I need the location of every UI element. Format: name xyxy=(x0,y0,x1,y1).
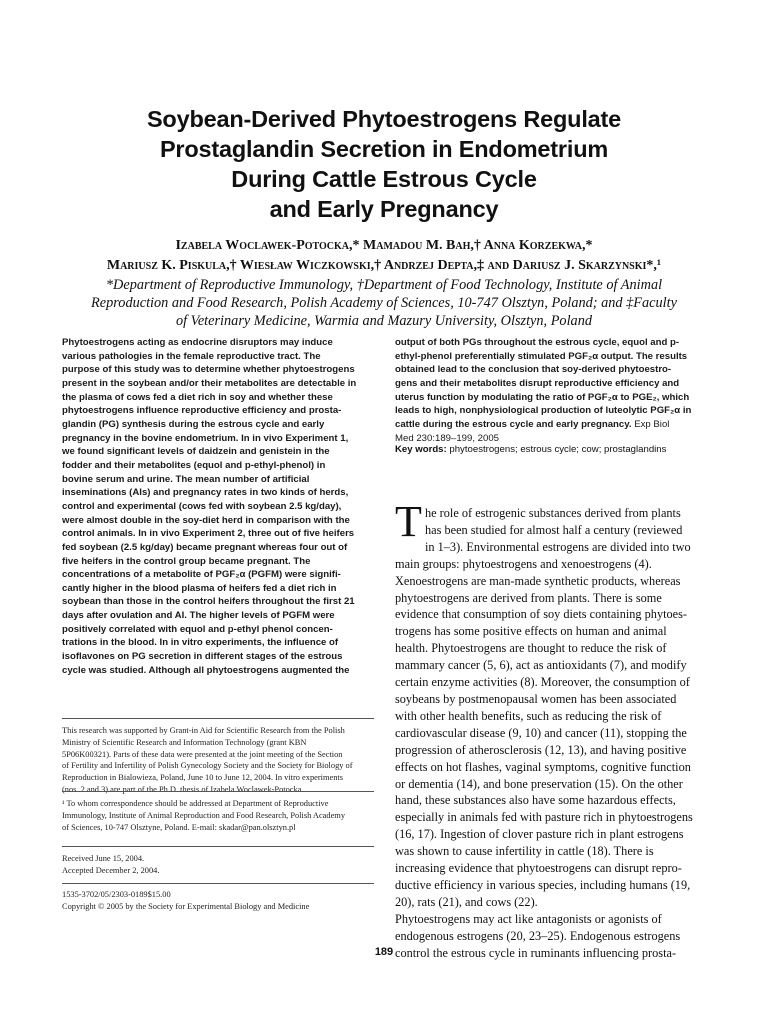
body-line: evidence that consumption of soy diets containing phytoes- xyxy=(395,607,687,622)
abstract-line: the plasma of cows fed a diet rich in soy and whether these xyxy=(62,391,333,403)
body-line: has been studied for almost half a century (reviewed xyxy=(425,522,683,537)
correspondence-footnote xyxy=(62,798,374,833)
body-line: hand, these substances also have some hazardous effects, xyxy=(395,793,676,808)
abstract-line: gens and their metabolites disrupt reproductive efficiency and xyxy=(395,377,680,389)
abstract-line: purpose of this study was to determine whether phytoestrogens xyxy=(62,364,355,376)
article-title xyxy=(60,104,708,224)
footnote-line: Reproduction in Bialowieza, Poland, June 10 to June 12, 2004. In vitro experiments xyxy=(62,773,343,783)
footnote-line: Received June 15, 2004. xyxy=(62,854,145,863)
abstract-line: leads to high, nonphysiological production of luteolytic PGF₂α in xyxy=(395,405,692,417)
body-line: Phytoestrogens may act like antagonists or agonists of xyxy=(395,911,662,926)
abstract-line: cantly higher in the blood plasma of heifers fed a diet rich in xyxy=(62,582,337,594)
body-line: he role of estrogenic substances derived from plants xyxy=(425,506,681,520)
abstract-line: glandin (PG) synthesis during the estrous cycle and early xyxy=(62,418,325,430)
body-line: main groups: phytoestrogens and xenoestrogens (4). xyxy=(395,556,652,571)
title-line: Prostaglandin Secretion in Endometrium xyxy=(159,136,609,162)
body-line: cardiovascular disease (9, 10) and cancer (11), stopping the xyxy=(395,725,687,740)
author-list xyxy=(20,236,748,276)
abstract-left-column xyxy=(62,336,374,677)
abstract-line: Phytoestrogens acting as endocrine disruptors may induce xyxy=(62,337,333,348)
abstract-line: fed soybean (2.5 kg/day) became pregnant whereas four out of xyxy=(62,541,348,553)
keywords-text: phytoestrogens; estrous cycle; cow; prostaglandins xyxy=(446,444,667,455)
abstract-line: cattle during the estrous cycle and early pregnancy. Exp Biol xyxy=(395,418,670,430)
body-line: certain enzyme activities (8). Moreover, the consumption of xyxy=(395,675,690,690)
footnote-line: ¹ To whom correspondence should be addressed at Department of Reproductive xyxy=(62,799,329,808)
abstract-line: various pathologies in the female reproductive tract. The xyxy=(62,350,321,362)
abstract-line: concentrations of a metabolite of PGF₂α (PGFM) were signifi- xyxy=(62,569,341,581)
footnote-line: Ministry of Scientific Research and Information Technology (grant KBN xyxy=(62,737,307,747)
affiliation-line: Reproduction and Food Research, Polish Academy of Sciences, 10-747 Olsztyn, Poland; and ‡Faculty xyxy=(91,295,677,311)
drop-cap: T xyxy=(395,497,422,546)
title-line: During Cattle Estrous Cycle xyxy=(231,166,537,192)
abstract-line: phytoestrogens influence reproductive efficiency and prosta- xyxy=(62,405,342,417)
body-line: 20), rats (21), and cows (22). xyxy=(395,894,538,909)
body-line: trogens has some positive effects on human and animal xyxy=(395,624,667,639)
abstract-line: five heifers in the control group became pregnant. The xyxy=(62,555,311,567)
body-text-column xyxy=(395,505,707,961)
body-line: mammary cancer (5, 6), act as antioxidants (7), and modify xyxy=(395,658,687,673)
footnote-line: of Fertility and Infertility of Polish Gynecology Society and the Society for Biology of xyxy=(62,761,353,771)
copyright-footnote xyxy=(62,889,374,913)
body-line: with other health benefits, such as reducing the risk of xyxy=(395,708,662,723)
dates-footnote xyxy=(62,853,374,877)
journal-citation: Med 230:189–199, 2005 xyxy=(395,432,500,444)
abstract-line: were almost double in the soy-diet herd in comparison with the xyxy=(62,514,350,526)
footnote-line: Copyright © 2005 by the Society for Experimental Biology and Medicine xyxy=(62,901,310,911)
author-line: Mariusz K. Piskula,† Wiesław Wiczkowski,† Andrzej Depta,‡ and Dariusz J. Skarzynski*,¹ xyxy=(106,258,662,273)
journal-citation: Exp Biol xyxy=(631,418,670,430)
affiliation-line: of Veterinary Medicine, Warmia and Mazury University, Olsztyn, Poland xyxy=(175,313,592,329)
footnote-line: 5P06K00321). Parts of these data were presented at the joint meeting of the Section xyxy=(62,749,343,759)
abstract-line: trations in the blood. In in vitro experiments, the influence of xyxy=(62,637,339,649)
page-number: 189 xyxy=(374,946,394,958)
footnote-line: This research was supported by Grant-in Aid for Scientific Research from the Polish xyxy=(62,726,345,735)
body-line: phytoestrogens are derived from plants. There is some xyxy=(395,590,662,605)
abstract-line: we found significant levels of daidzein and genistein in the xyxy=(62,446,330,458)
body-line: in 1–3). Environmental estrogens are divided into two xyxy=(425,539,691,554)
abstract-line: inseminations (AIs) and pregnancy rates in two kinds of herds, xyxy=(62,487,349,499)
footnote-divider xyxy=(62,883,374,884)
footnote-line: Accepted December 2, 2004. xyxy=(62,865,160,875)
footnote-line: of Sciences, 10-747 Olsztyne, Poland. E-mail: skadar@pan.olsztyn.pl xyxy=(62,822,296,832)
footnote-divider xyxy=(62,718,374,719)
abstract-line: output of both PGs throughout the estrous cycle, equol and p- xyxy=(395,337,680,348)
body-line: health. Phytoestrogens are thought to reduce the risk of xyxy=(395,641,667,656)
body-line: effects on hot flashes, vaginal symptoms, cognitive function xyxy=(395,759,691,774)
footnote-line: (nos. 2 and 3) are part of the Ph.D. thesis of Izabela Woclawek-Potocka. xyxy=(62,784,304,794)
abstract-line: present in the soybean and/or their metabolites are detectable in xyxy=(62,377,357,389)
body-line: endogenous estrogens (20, 23–25). Endogenous estrogens xyxy=(395,928,681,943)
footnote-divider xyxy=(62,846,374,847)
footnote-divider xyxy=(62,791,374,792)
abstract-right-column xyxy=(395,336,707,445)
affiliation xyxy=(20,276,748,330)
abstract-line: isoflavones on PG secretion in different stages of the estrous xyxy=(62,651,343,663)
abstract-line: days after ovulation and AI. The higher levels of PGFM were xyxy=(62,610,335,622)
funding-footnote xyxy=(62,725,374,796)
abstract-line: cycle was studied. Although all phytoestrogens augmented the xyxy=(62,664,350,676)
abstract-line: control animals. In in vivo Experiment 2, three out of five heifers xyxy=(62,528,355,540)
keywords-label: Key words: xyxy=(395,444,447,455)
abstract-line: obtained lead to the conclusion that soy-derived phytoestro- xyxy=(395,364,672,376)
body-line: was shown to cause infertility in cattle (18). There is xyxy=(395,844,654,859)
body-line: Xenoestrogens are man-made synthetic products, whereas xyxy=(395,573,681,588)
abstract-line: pregnancy in the bovine endometrium. In in vivo Experiment 1, xyxy=(62,432,349,444)
body-line: increasing evidence that phytoestrogens can disrupt repro- xyxy=(395,861,682,876)
abstract-line: uterus function by modulating the ratio of PGF₂α to PGE₂, which xyxy=(395,391,690,403)
abstract-line: fodder and their metabolites (equol and p-ethyl-phenol) in xyxy=(62,459,326,471)
title-line: Soybean-Derived Phytoestrogens Regulate xyxy=(146,106,622,132)
body-line: control the estrous cycle in ruminants influencing prosta- xyxy=(395,945,677,960)
body-line: ductive efficiency in various species, including humans (19, xyxy=(395,877,691,892)
body-line: (16, 17). Ingestion of clover pasture rich in plant estrogens xyxy=(395,827,684,842)
abstract-line: control and experimental (cows fed with soybean 2.5 kg/day), xyxy=(62,500,342,512)
author-line: Izabela Woclawek-Potocka,* Mamadou M. Bah,† Anna Korzekwa,* xyxy=(175,238,593,253)
footnote-line: Immunology, Institute of Animal Reproduction and Food Research, Polish Academy xyxy=(62,810,346,820)
affiliation-line: *Department of Reproductive Immunology, †Department of Food Technology, Institute of Animal xyxy=(105,277,663,293)
abstract-line: bovine serum and urine. The mean number of artificial xyxy=(62,473,310,485)
footnote-line: 1535-3702/05/2303-0189$15.00 xyxy=(62,890,171,899)
body-line: especially in animals fed with pasture rich in phytoestrogens xyxy=(395,810,693,825)
body-line: soybeans by postmenopausal women has been associated xyxy=(395,691,677,706)
body-line: or dementia (14), and bone preservation (15). On the other xyxy=(395,776,683,791)
abstract-line: positively correlated with equol and p-ethyl phenol concen- xyxy=(62,623,333,635)
keywords xyxy=(395,443,707,456)
body-line: progression of atherosclerosis (12, 13), and having positive xyxy=(395,742,687,757)
title-line: and Early Pregnancy xyxy=(269,196,499,222)
abstract-line: soybean than those in the control heifers throughout the first 21 xyxy=(62,596,355,608)
abstract-line: ethyl-phenol preferentially stimulated PGF₂α output. The results xyxy=(395,350,688,362)
